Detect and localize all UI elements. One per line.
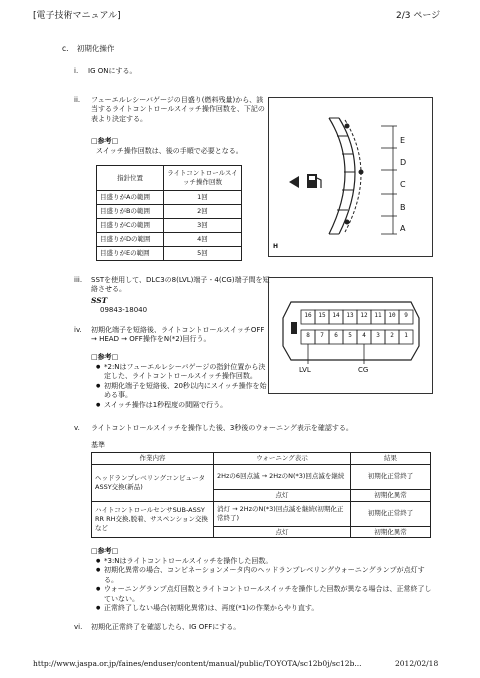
step-iii-text: SSTを使用して、DLC3の8(LVL)端子 - 4(CG)端子間を短絡させる。 <box>91 276 270 294</box>
step-i-text: IG ONにする。 <box>88 67 137 75</box>
table-row <box>97 219 242 233</box>
pin-label: 5 <box>348 332 352 339</box>
list-item: ● *2:Nはフューエルレシーバゲージの指針位置から決定した、ライトコントロールスイッチ操作回数。 <box>96 363 268 382</box>
lvl-label: LVL <box>299 366 311 374</box>
table-cell: 3回 <box>164 219 242 233</box>
ref1-text: スイッチ操作回数は、後の手順で必要となる。 <box>96 147 243 155</box>
pin-label: 14 <box>332 312 340 319</box>
table-header-cell: 作業内容 <box>92 453 214 465</box>
pin-label: 15 <box>318 312 326 319</box>
header-title: [電子技術マニュアル] <box>33 11 121 21</box>
dlc3-connector-figure <box>268 277 433 394</box>
step-i-num: i. <box>74 67 79 75</box>
pin-label: 10 <box>388 312 396 319</box>
table-cell: 消灯 → 2HzのN(*3)回点滅を継続(初期化正常終了) <box>214 501 351 526</box>
step-iv-text: 初期化端子を短絡後、ライトコントロールスイッチOFF → HEAD → OFF操作をN(*2)回行う。 <box>91 326 265 344</box>
ref2-title: □参考□ <box>91 353 119 361</box>
pin-label: 8 <box>306 332 310 339</box>
table-header-cell: ライトコントロールスイッチ操作回数 <box>164 166 242 191</box>
table-cell: 目盛りがBの範囲 <box>97 205 164 219</box>
list-item: ● 初期化端子を短絡後、20秒以内にスイッチ操作を始める事。 <box>96 382 268 401</box>
table-row <box>97 205 242 219</box>
list-item: ● 初期化異常の場合、コンビネーションメータ内のヘッドランプレベリングウォーニングランプが点灯する。 <box>96 566 436 585</box>
list-item: ● 正常終了しない場合(初期化異常)は、再度(*1)の作業からやり直す。 <box>96 604 436 613</box>
pin-label: 2 <box>390 332 394 339</box>
section-label: c. <box>62 44 69 53</box>
table-header-cell: 指針位置 <box>97 166 164 191</box>
table-header-row <box>92 453 431 465</box>
pin-label: 16 <box>304 312 312 319</box>
section-heading <box>62 44 114 54</box>
list-item: ● ウォーニングランプ点灯回数とライトコントロールスイッチを操作した回数が異なる場合は、正常終了していない。 <box>96 585 436 604</box>
table2-caption: 基準 <box>91 441 105 449</box>
page-number: 2/3 ページ <box>396 11 441 21</box>
sst-label: SST <box>91 296 108 305</box>
dlc3-bottom-pins <box>301 332 413 340</box>
table-cell: 2Hzの6回点滅 → 2HzのN(*3)回点滅を継続 <box>214 464 351 489</box>
table-header-row <box>97 166 242 191</box>
table-row <box>97 233 242 247</box>
list-item: ● *3:Nはライトコントロールスイッチを操作した回数。 <box>96 557 436 566</box>
gauge-label-a: A <box>400 224 406 233</box>
step-v-num: v. <box>74 424 80 432</box>
step-ii-text: フューエルレシーバゲージの目盛り(燃料残量)から、該当するライトコントロールスイッチ操作回数を、下記の表より決定する。 <box>91 96 265 123</box>
gauge-label-e: E <box>400 136 406 145</box>
warning-criteria-table <box>91 452 431 538</box>
step-v-text: ライトコントロールスイッチを操作した後、3秒後のウォーニング表示を確認する。 <box>91 424 353 432</box>
pin-label: 3 <box>376 332 380 339</box>
figure-corner-label: H <box>273 243 279 250</box>
ref3-list <box>96 557 436 614</box>
table-cell: 目盛りがEの範囲 <box>97 247 164 261</box>
fuel-gauge-svg <box>269 98 432 256</box>
gauge-label-b: B <box>400 203 406 212</box>
pin-label: 13 <box>346 312 354 319</box>
switch-count-table <box>96 165 242 261</box>
table-cell: 初期化異常 <box>351 489 431 501</box>
table-cell: 目盛りがDの範囲 <box>97 233 164 247</box>
table-cell: 点灯 <box>214 489 351 501</box>
gauge-label-d: D <box>400 158 407 167</box>
table-cell: 初期化異常 <box>351 526 431 538</box>
ref3-title: □参考□ <box>91 547 119 555</box>
pin-label: 7 <box>320 332 324 339</box>
table-cell: 目盛りがCの範囲 <box>97 219 164 233</box>
dlc3-top-pins <box>301 312 413 320</box>
cg-label: CG <box>358 366 369 374</box>
table-header-cell: ウォーニング表示 <box>214 453 351 465</box>
table-row <box>97 247 242 261</box>
footer-url: http://www.jaspa.or.jp/faines/enduser/content/manual/public/TOYOTA/sc12b0j/sc12b... <box>33 659 362 668</box>
table-row <box>92 464 431 489</box>
table-row <box>92 501 431 526</box>
step-iv-num: iv. <box>74 326 82 334</box>
table-cell: 初期化正常終了 <box>351 464 431 489</box>
table-cell: ハイトコントロールセンサSUB-ASSY RR RH交換,脱着、サスペンション交換など <box>92 501 214 538</box>
fuel-gauge-figure <box>268 97 433 257</box>
footer-date: 2012/02/18 <box>395 659 439 668</box>
table-cell: 1回 <box>164 191 242 205</box>
table-cell: 4回 <box>164 233 242 247</box>
step-vi-num: vi. <box>74 623 83 631</box>
step-ii-num: ii. <box>74 96 81 104</box>
pin-label: 6 <box>334 332 338 339</box>
step-i <box>74 67 137 76</box>
table-cell: ヘッドランプレベリングコンピュータASSY交換(新品) <box>92 464 214 501</box>
section-title: 初期化操作 <box>76 44 115 53</box>
table-header-cell: 結果 <box>351 453 431 465</box>
table-row <box>97 191 242 205</box>
step-vi-text: 初期化正常終了を確認したら、IG OFFにする。 <box>91 623 241 631</box>
pin-label: 12 <box>360 312 368 319</box>
list-item: ● スイッチ操作は1秒程度の間隔で行う。 <box>96 401 268 410</box>
table-cell: 5回 <box>164 247 242 261</box>
pin-label: 9 <box>404 312 408 319</box>
sst-code: 09843-18040 <box>100 306 148 314</box>
step-iii-num: iii. <box>74 276 83 284</box>
table-cell: 2回 <box>164 205 242 219</box>
table-cell: 目盛りがAの範囲 <box>97 191 164 205</box>
table-cell: 点灯 <box>214 526 351 538</box>
pin-label: 1 <box>404 332 408 339</box>
pin-label: 4 <box>362 332 366 339</box>
ref2-list <box>96 363 268 410</box>
gauge-label-c: C <box>400 180 406 189</box>
ref1-title: □参考□ <box>91 137 119 145</box>
pin-label: 11 <box>374 312 382 319</box>
table-cell: 初期化正常終了 <box>351 501 431 526</box>
